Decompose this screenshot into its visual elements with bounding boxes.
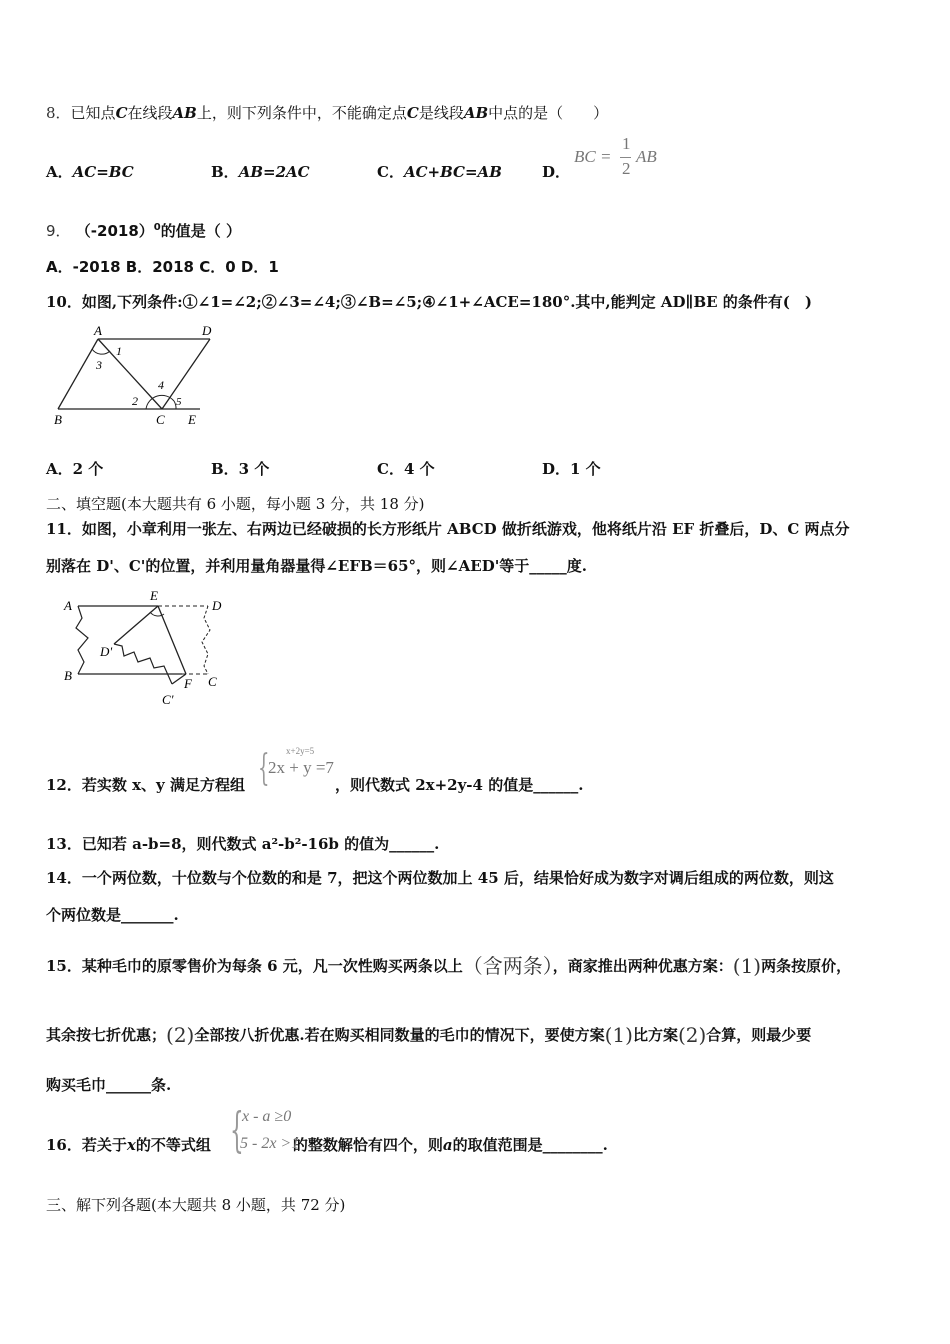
fold-line-ef	[158, 606, 186, 674]
label-5: 5	[176, 396, 182, 408]
q8-option-d: D．	[542, 163, 571, 181]
q10-option-b: B．3 个	[211, 460, 270, 478]
q8-text: 中点的是（ ）	[488, 104, 609, 122]
label-d-prime: D'	[100, 644, 113, 659]
q8-stem	[46, 102, 608, 123]
q15-line3: 购买毛巾______条.	[46, 1076, 172, 1094]
q8-text: 已知点	[70, 104, 116, 122]
q16-stem: 16．若关于x的不等式组 的整数解恰有四个，则a的取值范围是________.	[46, 1136, 608, 1154]
q8-option-b: B．AB=2AC	[211, 163, 310, 181]
brace: {	[230, 1102, 244, 1158]
label-d: D	[212, 598, 222, 613]
section-2-heading: 二、填空题(本大题共有 6 小题，每小题 3 分，共 18 分)	[46, 495, 425, 513]
q10-figure	[50, 323, 220, 433]
section-3-heading: 三、解下列各题(本大题共 8 小题，共 72 分)	[46, 1196, 346, 1214]
q14-line2: 个两位数是_______.	[46, 906, 179, 924]
q8-option-a: A．AC=BC	[46, 163, 134, 181]
q8-text: 上，则下列条件中，不能确定点	[196, 104, 407, 122]
label-e: E	[188, 412, 196, 427]
q15-line2: 其余按七折优惠；(2)全部按八折优惠.若在购买相同数量的毛巾的情况下，要使方案(1)比方案(2)合算，则最少要	[46, 1023, 812, 1047]
label-1: 1	[116, 344, 122, 358]
label-c-prime: C'	[162, 692, 174, 707]
q9-options: A．-2018 B．2018 C．0 D．1	[46, 258, 279, 276]
label-2: 2	[132, 394, 138, 408]
label-c: C	[208, 674, 217, 689]
q13-stem: 13．已知若 a-b=8，则代数式 a²-b²-16b 的值为______.	[46, 835, 440, 853]
fraction-bar	[620, 157, 631, 158]
q8-var: C	[406, 104, 419, 122]
q8-text: 在线段	[127, 104, 173, 122]
q12-equation-small: x+2y=5	[286, 746, 315, 756]
q8-option-c: C．AC+BC=AB	[377, 163, 502, 181]
q8-var: AB	[172, 104, 197, 122]
torn-edge-left	[76, 606, 88, 674]
line-dc	[162, 339, 210, 409]
label-c: C	[156, 412, 165, 427]
q9-stem: 9． $(-2018)^0$的值是（ ）	[46, 222, 241, 240]
label-d: D	[202, 323, 212, 338]
q8-text: 是线段	[418, 104, 464, 122]
label-4: 4	[158, 378, 164, 392]
q12-equation: 2x + y =7	[268, 758, 334, 777]
q16-inequality-1: x - a ≥0	[242, 1108, 292, 1125]
label-f: F	[184, 676, 192, 691]
label-e: E	[150, 588, 158, 603]
label-3: 3	[96, 358, 102, 372]
q12-stem: 12．若实数 x、y 满足方程组 ，则代数式 2x+2y-4 的值是______.	[46, 776, 584, 794]
label-a: A	[64, 598, 72, 613]
q8-var: C	[115, 104, 128, 122]
q16-inequality-2: 5 - 2x >1	[240, 1135, 300, 1152]
torn-folded-edge	[114, 644, 172, 684]
label-b: B	[64, 668, 72, 683]
brace: {	[258, 748, 270, 789]
label-b: B	[54, 412, 62, 427]
q15-line1: 15．某种毛巾的原零售价为每条 6 元，凡一次性购买两条以上（含两条），商家推出两种优惠方案：(1)两条按原价，	[46, 954, 852, 978]
q10-option-c: C．4 个	[377, 460, 435, 478]
q11-line2: 别落在 D'、C'的位置，并利用量角器量得∠EFB＝65°，则∠AED'等于_____度.	[46, 557, 588, 575]
q8-var: AB	[463, 104, 489, 122]
label-a: A	[94, 323, 102, 338]
q8-number: 8．	[46, 104, 71, 122]
q11-figure	[58, 588, 233, 713]
torn-edge-right-dashed	[202, 606, 210, 674]
q14-line1: 14．一个两位数，十位数与个位数的和是 7，把这个两位数加上 45 后，结果恰好成为数字对调后组成的两位数，则这	[46, 869, 834, 887]
q12-system	[258, 746, 348, 796]
q10-option-a: A．2 个	[46, 460, 104, 478]
edge-ed-prime	[114, 606, 158, 644]
q10-stem: 10．如图,下列条件:①∠1=∠2;②∠3=∠4;③∠B=∠5;④∠1+∠ACE=180°.其中,能判定 AD∥BE 的条件有( )	[46, 293, 812, 311]
q11-line1: 11．如图，小章利用一张左、右两边已经破损的长方形纸片 ABCD 做折纸游戏，他将纸片沿 EF 折叠后，D、C 两点分	[46, 520, 850, 538]
q16-system	[230, 1104, 320, 1162]
q10-option-d: D．1 个	[542, 460, 601, 478]
